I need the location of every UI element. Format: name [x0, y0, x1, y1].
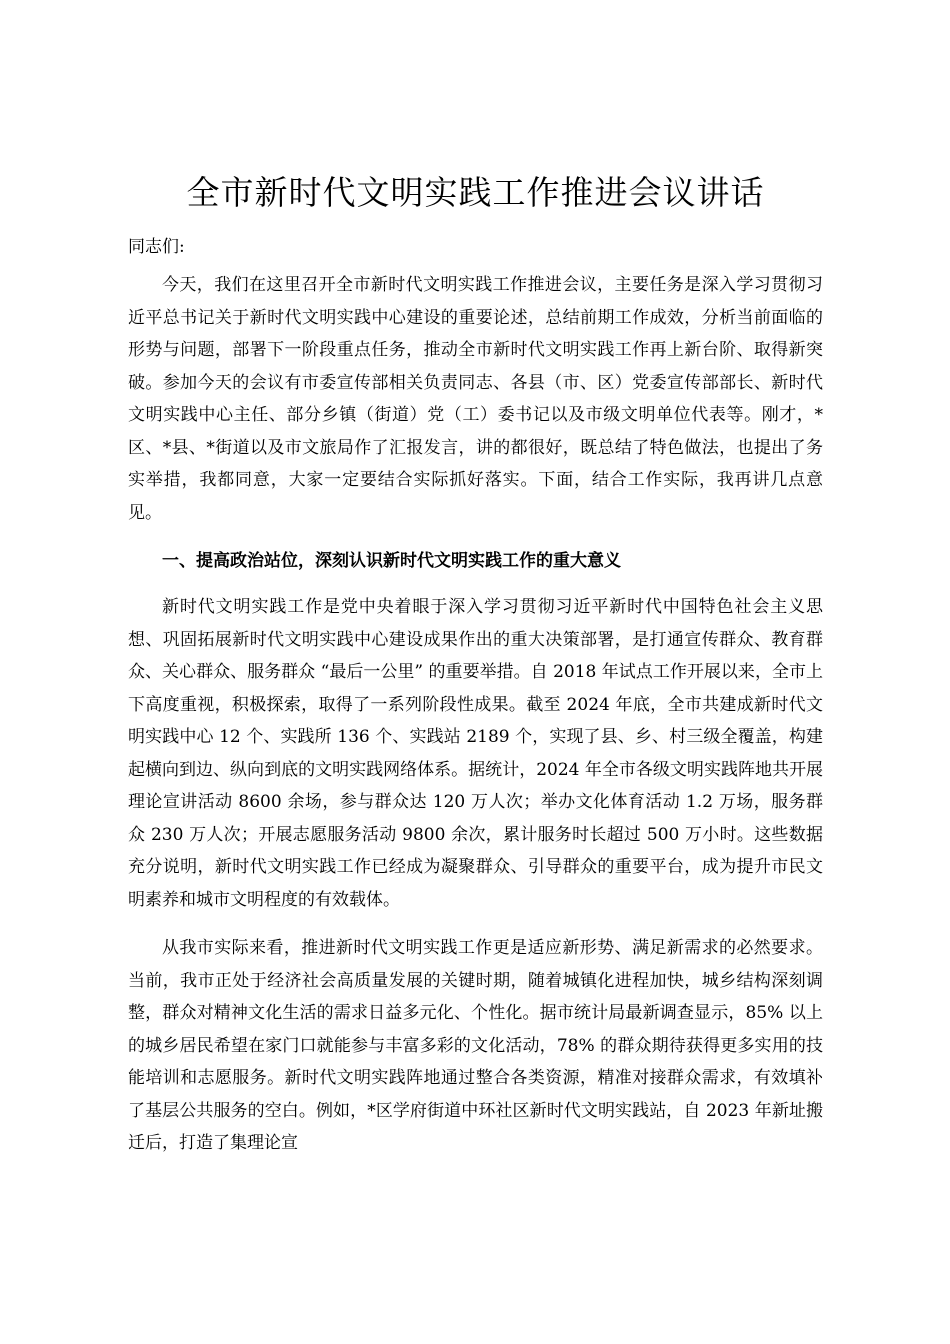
- document-page: [128, 168, 823, 1176]
- section1-paragraph-2: 从我市实际来看，推进新时代文明实践工作更是适应新形势、满足新需求的必然要求。当前，我市正处于经济社会高质量发展的关键时期，随着城镇化进程加快，城乡结构深刻调整，群众对精神文化生活的需求日益多元化、个性化。据市统计局最新调查显示，85% 以上的城乡居民希望在家门口就能参与丰富多彩的文化活动，78% 的群众期待获得更多实用的技能培训和志愿服务。新时代文明实践阵地通过整合各类资源，精准对接群众需求，有效填补了基层公共服务的空白。例如，*区学府街道中环社区新时代文明实践站，自 2023 年新址搬迁后，打造了集理论宣: [128, 938, 823, 1153]
- section1-paragraph-1: 新时代文明实践工作是党中央着眼于深入学习贯彻习近平新时代中国特色社会主义思想、巩固拓展新时代文明实践中心建设成果作出的重大决策部署，是打通宣传群众、教育群众、关心群众、服务群众 “最后一公里” 的重要举措。自 2018 年试点工作开展以来，全市上下高度重视，积极探索，取得了一系列阶段性成果。截至 2024 年底，全市共建成新时代文明实践中心 12 个、实践所 136 个、实践站 2189 个，实现了县、乡、村三级全覆盖，构建起横向到边、纵向到底的文明实践网络体系。据统计，2024 年全市各级文明实践阵地共开展理论宣讲活动 8600 余场，参与群众达 120 万人次；举办文化体育活动 1.2 万场，服务群众 230 万人次；开展志愿服务活动 9800 余次，累计服务时长超过 500 万小时。这些数据充分说明，新时代文明实践工作已经成为凝聚群众、引导群众的重要平台，成为提升市民文明素养和城市文明程度的有效载体。: [128, 597, 823, 910]
- intro-paragraph: 今天，我们在这里召开全市新时代文明实践工作推进会议，主要任务是深入学习贯彻习近平总书记关于新时代文明实践中心建设的重要论述，总结前期工作成效，分析当前面临的形势与问题，部署下一阶段重点任务，推动全市新时代文明实践工作再上新台阶、取得新突破。参加今天的会议有市委宣传部相关负责同志、各县（市、区）党委宣传部部长、新时代文明实践中心主任、部分乡镇（街道）党（工）委书记以及市级文明单位代表等。刚才，*区、*县、*街道以及市文旅局作了汇报发言，讲的都很好，既总结了特色做法，也提出了务实举措，我都同意，大家一定要结合实际抓好落实。下面，结合工作实际，我再讲几点意见。: [128, 275, 823, 523]
- salutation: 同志们:: [128, 237, 185, 257]
- section-heading-1: 一、提高政治站位，深刻认识新时代文明实践工作的重大意义: [162, 551, 621, 571]
- document-title: 全市新时代文明实践工作推进会议讲话: [186, 173, 765, 212]
